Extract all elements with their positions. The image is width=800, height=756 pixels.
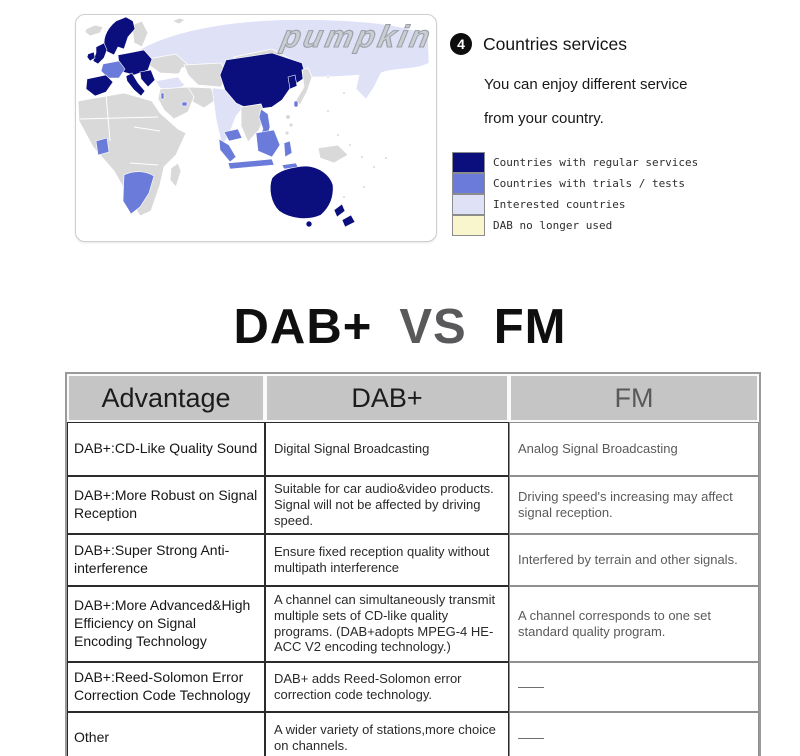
table-header-row (67, 374, 759, 422)
legend-item (452, 194, 790, 215)
table-cell: —— (509, 712, 759, 756)
table-cell: DAB+:Super Strong Anti-interference (67, 534, 265, 586)
region-ghana (96, 138, 109, 155)
legend-item (452, 173, 790, 194)
section-description-line: from your country. (484, 110, 604, 127)
header-cell-advantage: Advantage (67, 374, 265, 422)
legend-swatch-trials (452, 173, 485, 194)
section-description-line: You can enjoy different service (484, 76, 688, 93)
comparison-title (0, 300, 800, 354)
table-row (67, 662, 759, 712)
table-cell: Other (67, 712, 265, 756)
region-iberia (86, 75, 113, 96)
table-row (67, 712, 759, 756)
title-part-fm: FM (493, 300, 567, 354)
table-row (67, 422, 759, 476)
brand-watermark: pumpkin (278, 19, 436, 54)
table-row (67, 476, 759, 534)
header-cell-fm: FM (509, 374, 759, 422)
world-map (75, 14, 437, 242)
table-cell: DAB+ adds Reed-Solomon error correction code technology. (265, 662, 509, 712)
table-cell: DAB+:More Advanced&High Efficiency on Signal Encoding Technology (67, 586, 265, 662)
table-cell: DAB+:Reed-Solomon Error Correction Code Technology (67, 662, 265, 712)
region-iceland (85, 25, 103, 36)
comparison-table-body (67, 422, 759, 756)
table-cell: DAB+:CD-Like Quality Sound (67, 422, 265, 476)
step-number-badge: 4 (450, 33, 472, 55)
table-cell: Interfered by terrain and other signals. (509, 534, 759, 586)
table-cell: A channel can simultaneously transmit multiple sets of CD-like quality programs. (DAB+adopts MPEG-4 HE-ACC V2 encoding technology.) (265, 586, 509, 662)
region-australia (270, 166, 333, 218)
table-row (67, 534, 759, 586)
section-heading-row (450, 33, 790, 55)
region-borneo (256, 130, 280, 157)
title-part-vs: VS (399, 300, 467, 354)
map-legend (452, 152, 790, 236)
table-cell: Driving speed's increasing may affect signal reception. (509, 476, 759, 534)
table-row (67, 586, 759, 662)
table-cell: Analog Signal Broadcasting (509, 422, 759, 476)
legend-label: DAB no longer used (493, 219, 613, 232)
region-uk (93, 43, 107, 64)
legend-swatch-interested (452, 194, 485, 215)
table-cell: Suitable for car audio&video products. Signal will not be affected by driving speed. (265, 476, 509, 534)
legend-swatch-regular (452, 152, 485, 173)
header-cell-dab: DAB+ (265, 374, 509, 422)
region-scandinavia (104, 17, 135, 55)
legend-label: Interested countries (493, 198, 626, 211)
legend-swatch-unused (452, 215, 485, 236)
region-new-zealand (334, 204, 345, 217)
table-cell: DAB+:More Robust on Signal Reception (67, 476, 265, 534)
section-heading: Countries services (483, 33, 627, 54)
table-cell: A channel corresponds to one set standard quality program. (509, 586, 759, 662)
legend-item (452, 215, 790, 236)
countries-services-panel (450, 33, 790, 236)
comparison-table (65, 372, 761, 756)
legend-item (452, 152, 790, 173)
legend-label: Countries with regular services (493, 156, 699, 169)
table-cell: A wider variety of stations,more choice on channels. (265, 712, 509, 756)
table-cell: Ensure fixed reception quality without multipath interference (265, 534, 509, 586)
region-korea (288, 75, 297, 89)
legend-label: Countries with trials / tests (493, 177, 686, 190)
title-part-dab: DAB+ (233, 300, 373, 354)
table-cell: —— (509, 662, 759, 712)
table-cell: Digital Signal Broadcasting (265, 422, 509, 476)
